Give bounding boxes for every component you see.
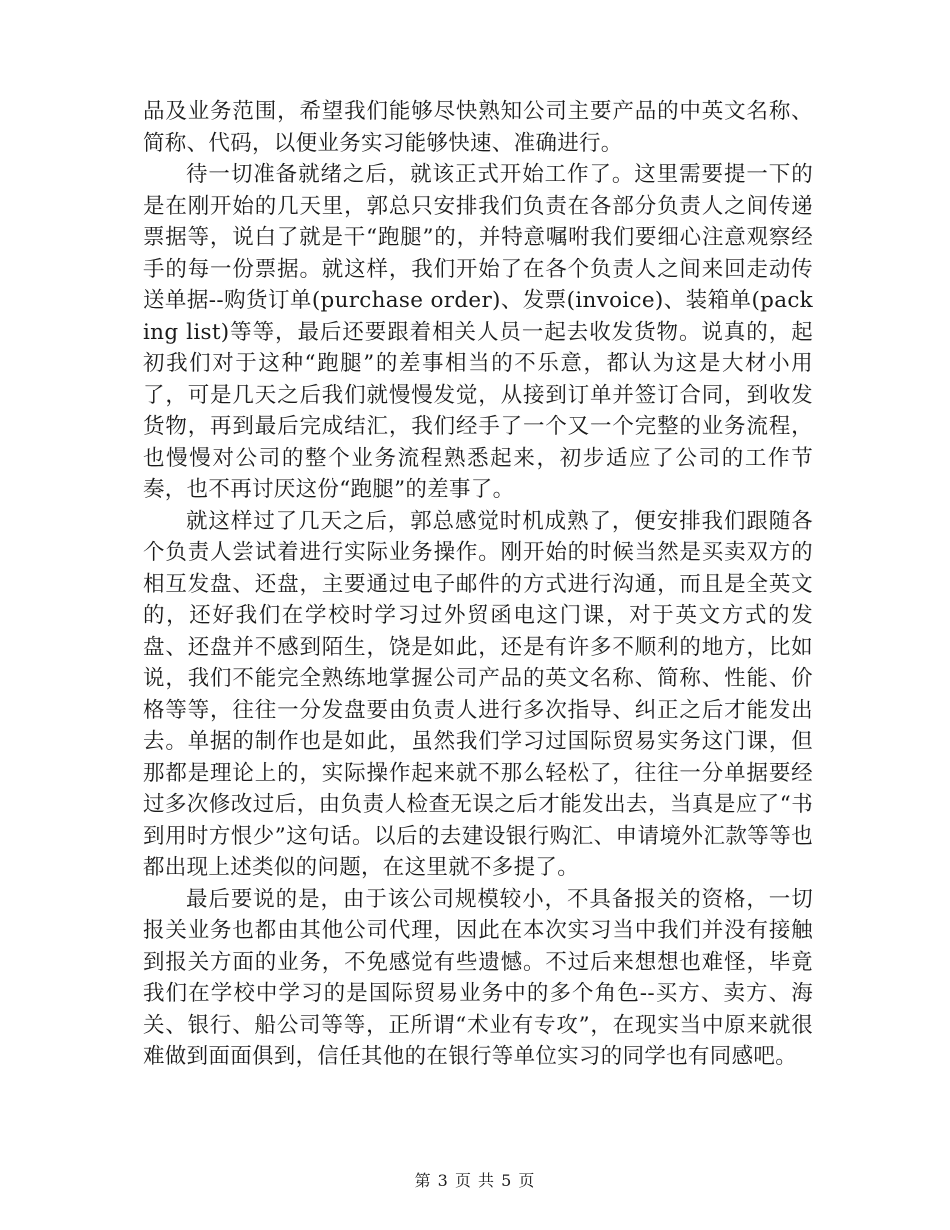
paragraph-2: 待一切准备就绪之后，就该正式开始工作了。这里需要提一下的是在刚开始的几天里，郭总只安排我们负责在各部分负责人之间传递票据等，说白了就是干“跑腿”的，并特意嘱咐我们要细心注意观察经手的每一份票据。就这样，我们开始了在各个负责人之间来回走动传送单据--购货订单(purchase order)、发票(invoice)、装箱单(packing list)等等，最后还要跟着相关人员一起去收发货物。说真的，起初我们对于这种“跑腿”的差事相当的不乐意，都认为这是大材小用了，可是几天之后我们就慢慢发觉，从接到订单并签订合同，到收发货物，再到最后完成结汇，我们经手了一个又一个完整的业务流程，也慢慢对公司的整个业务流程熟悉起来，初步适应了公司的工作节奏，也不再讨厌这份“跑腿”的差事了。 [143,162,813,502]
paragraph-1: 品及业务范围，希望我们能够尽快熟知公司主要产品的中英文名称、简称、代码，以便业务实习能够快速、准确进行。 [143,99,813,156]
page-number-footer: 第 3 页 共 5 页 [414,1171,536,1190]
document-body [143,96,813,1073]
paragraph-4: 最后要说的是，由于该公司规模较小，不具备报关的资格，一切报关业务也都由其他公司代理，因此在本次实习当中我们并没有接触到报关方面的业务，不免感觉有些遗憾。不过后来想想也难怪，毕竟我们在学校中学习的是国际贸易业务中的多个角色--买方、卖方、海关、银行、船公司等等，正所谓“术业有专攻”，在现实当中原来就很难做到面面俱到，信任其他的在银行等单位实习的同学也有同感吧。 [143,886,813,1069]
paragraph-3: 就这样过了几天之后，郭总感觉时机成熟了，便安排我们跟随各个负责人尝试着进行实际业务操作。刚开始的时候当然是买卖双方的相互发盘、还盘，主要通过电子邮件的方式进行沟通，而且是全英文的，还好我们在学校时学习过外贸函电这门课，对于英文方式的发盘、还盘并不感到陌生，饶是如此，还是有许多不顺利的地方，比如说，我们不能完全熟练地掌握公司产品的英文名称、简称、性能、价格等等，往往一分发盘要由负责人进行多次指导、纠正之后才能发出去。单据的制作也是如此，虽然我们学习过国际贸易实务这门课，但那都是理论上的，实际操作起来就不那么轻松了，往往一分单据要经过多次修改过后，由负责人检查无误之后才能发出去，当真是应了“书到用时方恨少”这句话。以后的去建设银行购汇、申请境外汇款等等也都出现上述类似的问题，在这里就不多提了。 [143,508,813,880]
